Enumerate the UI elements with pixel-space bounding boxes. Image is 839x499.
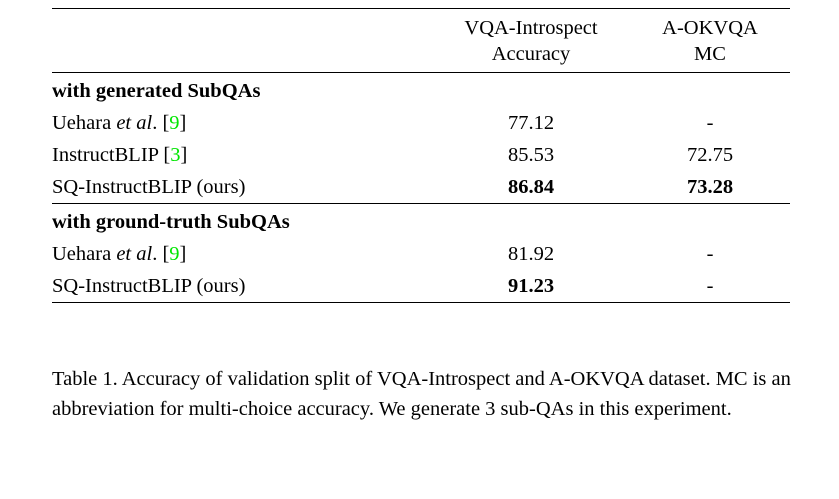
table-row bbox=[52, 139, 790, 171]
value-aokvqa: - bbox=[706, 242, 714, 265]
value-vqa-introspect: 85.53 bbox=[507, 143, 555, 166]
row-name-end: ] bbox=[179, 242, 187, 265]
table-caption: Table 1. Accuracy of validation split of VQA-Introspect and A-OKVQA dataset. MC is an abbreviation for multi-choice accuracy. We generate 3 sub-QAs in this experiment. bbox=[52, 368, 791, 421]
header-col2-line2: MC bbox=[694, 43, 726, 66]
row-name-end: ] bbox=[179, 111, 187, 134]
table-row bbox=[52, 171, 790, 204]
value-vqa-introspect: 81.92 bbox=[507, 242, 555, 265]
citation-link[interactable]: 9 bbox=[169, 111, 180, 134]
value-aokvqa: - bbox=[630, 270, 790, 303]
table-row bbox=[52, 107, 790, 139]
row-name-italic: et al bbox=[116, 111, 153, 134]
row-name-italic: et al bbox=[116, 242, 153, 265]
section-heading-ground-truth: with ground-truth SubQAs bbox=[52, 204, 432, 238]
value-vqa-introspect: 91.23 bbox=[432, 270, 630, 303]
row-label-uehara-ground-truth bbox=[52, 238, 432, 270]
table-header-row-2 bbox=[52, 41, 790, 73]
citation-link[interactable]: 9 bbox=[169, 242, 180, 265]
citation-link[interactable]: 3 bbox=[170, 143, 181, 166]
value-aokvqa: - bbox=[706, 111, 714, 134]
header-empty-cell bbox=[52, 9, 432, 42]
row-label-instructblip bbox=[52, 139, 432, 171]
section-heading-row-1 bbox=[52, 73, 790, 107]
value-vqa-introspect: 86.84 bbox=[507, 176, 555, 199]
row-name-end: ] bbox=[180, 143, 188, 166]
section-heading-row-2 bbox=[52, 204, 790, 238]
row-name-pre: InstructBLIP [ bbox=[52, 143, 171, 166]
row-label-sq-instructblip-ground-truth: SQ-InstructBLIP (ours) bbox=[52, 270, 432, 303]
row-name-post: . [ bbox=[152, 242, 170, 265]
value-vqa-introspect: 77.12 bbox=[507, 111, 555, 134]
row-name-post: . [ bbox=[152, 111, 170, 134]
row-label-sq-instructblip-generated: SQ-InstructBLIP (ours) bbox=[52, 176, 246, 199]
table-row bbox=[52, 270, 790, 303]
header-col1-line1: VQA-Introspect bbox=[432, 9, 630, 42]
row-name-pre: Uehara bbox=[52, 111, 117, 134]
table-header-row-1 bbox=[52, 9, 790, 42]
header-col2-line1: A-OKVQA bbox=[630, 9, 790, 42]
row-label-uehara-generated bbox=[52, 107, 432, 139]
header-col1-line2: Accuracy bbox=[491, 43, 571, 66]
value-aokvqa: 72.75 bbox=[686, 143, 734, 166]
value-aokvqa: 73.28 bbox=[686, 176, 734, 199]
section-heading-generated: with generated SubQAs bbox=[52, 73, 432, 107]
header-empty-cell-2 bbox=[52, 41, 432, 73]
row-name-pre: Uehara bbox=[52, 242, 117, 265]
table-row bbox=[52, 238, 790, 270]
results-table bbox=[52, 8, 790, 303]
results-table-container bbox=[52, 8, 790, 303]
